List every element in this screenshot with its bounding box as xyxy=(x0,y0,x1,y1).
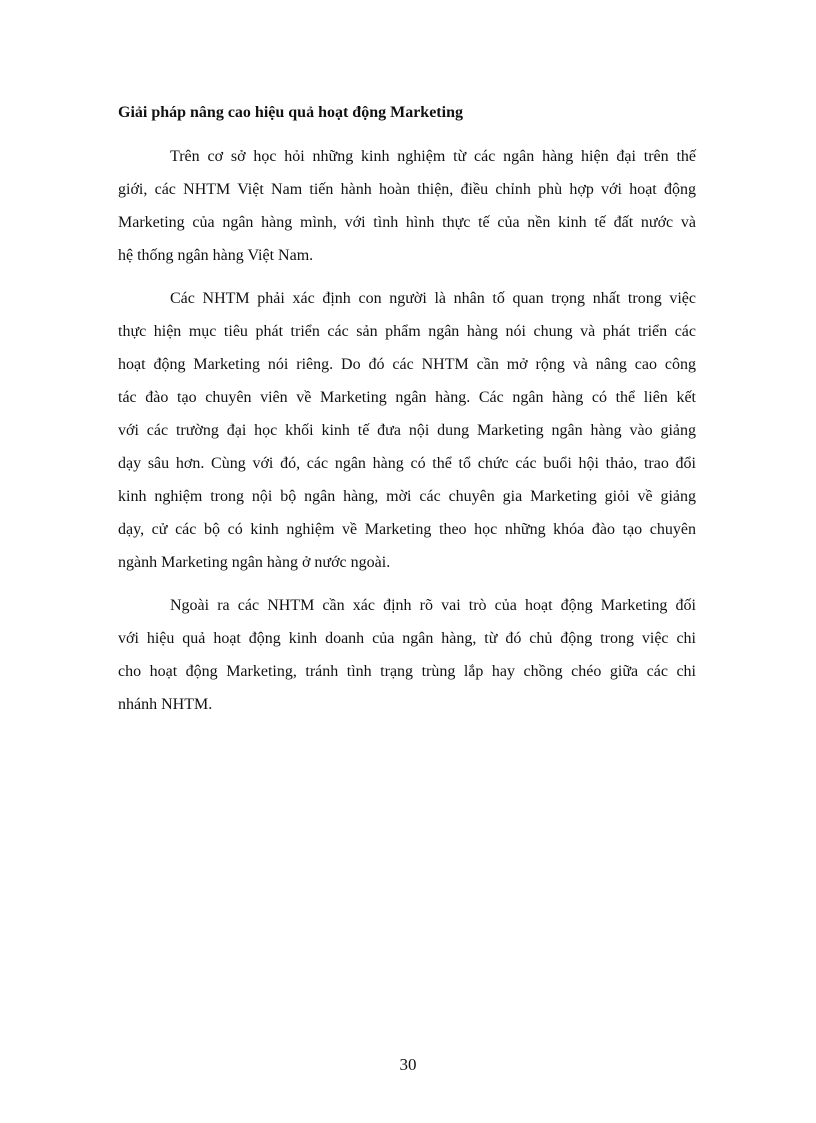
paragraph-line: Ngoài ra các NHTM cần xác định rõ vai trò của hoạt động Marketing đối xyxy=(170,597,696,614)
paragraph-line: dạy sâu hơn. Cùng với đó, các ngân hàng có thể tổ chức các buổi hội thảo, trao đổi xyxy=(118,455,696,472)
paragraph-line: với hiệu quả hoạt động kinh doanh của ngân hàng, từ đó chủ động trong việc chi xyxy=(118,630,696,647)
paragraph-3 xyxy=(118,589,696,721)
paragraph-line: tác đào tạo chuyên viên về Marketing ngân hàng. Các ngân hàng có thể liên kết xyxy=(118,389,696,406)
paragraph-line: dạy, cử các bộ có kinh nghiệm về Marketing theo học những khóa đào tạo chuyên xyxy=(118,521,696,538)
paragraph-line: cho hoạt động Marketing, tránh tình trạng trùng lắp hay chồng chéo giữa các chi xyxy=(118,663,696,680)
page-number: 30 xyxy=(399,1055,417,1074)
paragraph-line: Các NHTM phải xác định con người là nhân tố quan trọng nhất trong việc xyxy=(170,290,696,307)
paragraph-line: Marketing của ngân hàng mình, với tình hình thực tế của nền kinh tế đất nước và xyxy=(118,214,696,231)
paragraph-1 xyxy=(118,140,696,272)
paragraph-line: Trên cơ sở học hỏi những kinh nghiệm từ các ngân hàng hiện đại trên thế xyxy=(170,148,696,165)
paragraph-line: với các trường đại học khối kinh tế đưa nội dung Marketing ngân hàng vào giảng xyxy=(118,422,696,439)
paragraph-line: nhánh NHTM. xyxy=(118,696,213,713)
document-body xyxy=(118,140,696,731)
paragraph-2 xyxy=(118,282,696,579)
paragraph-line: kinh nghiệm trong nội bộ ngân hàng, mời các chuyên gia Marketing giỏi về giảng xyxy=(118,488,696,505)
paragraph-line: giới, các NHTM Việt Nam tiến hành hoàn thiện, điều chỉnh phù hợp với hoạt động xyxy=(118,181,696,198)
paragraph-line: ngành Marketing ngân hàng ở nước ngoài. xyxy=(118,554,391,571)
paragraph-line: hoạt động Marketing nói riêng. Do đó các NHTM cần mở rộng và nâng cao công xyxy=(118,356,696,373)
paragraph-line: thực hiện mục tiêu phát triển các sản phẩm ngân hàng nói chung và phát triển các xyxy=(118,323,696,340)
section-heading: Giải pháp nâng cao hiệu quả hoạt động Marketing xyxy=(118,104,463,121)
paragraph-line: hệ thống ngân hàng Việt Nam. xyxy=(118,247,314,264)
